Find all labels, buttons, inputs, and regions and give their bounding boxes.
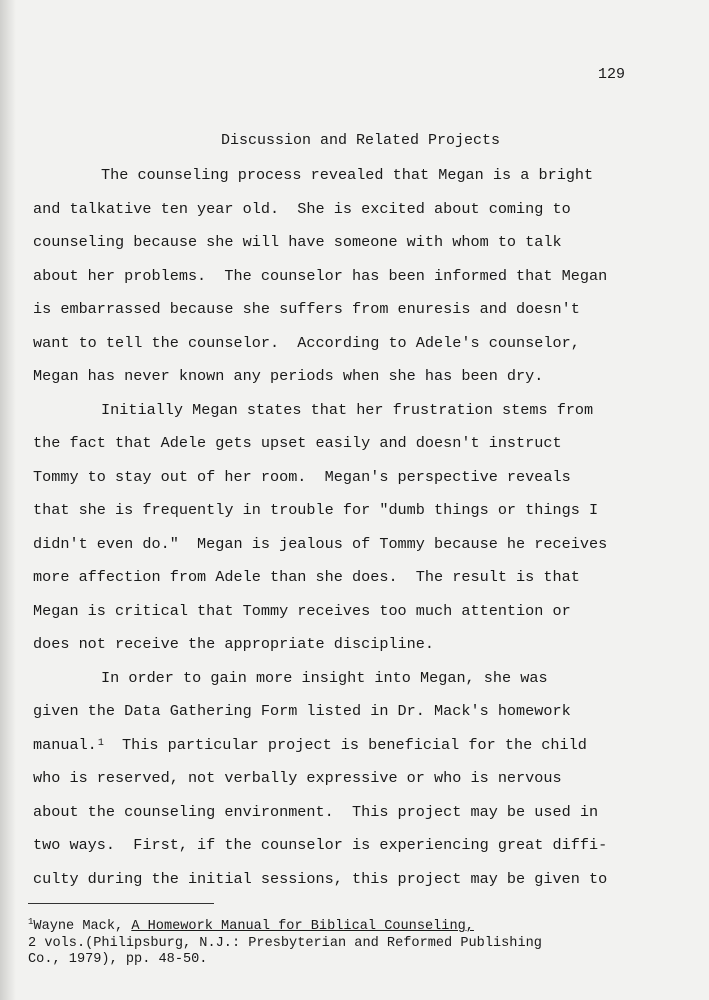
- text-line: The counseling process revealed that Megan is a bright: [101, 166, 594, 184]
- text-line-with-footnote: [33, 735, 663, 769]
- footnote-author: Wayne Mack,: [33, 919, 132, 934]
- text-line: who is reserved, not verbally expressive or who is nervous: [33, 769, 562, 787]
- text-line: given the Data Gathering Form listed in Dr. Mack's homework: [33, 702, 571, 720]
- text-line: counseling because she will have someone with whom to talk: [33, 233, 562, 251]
- text-line: does not receive the appropriate discipline.: [33, 635, 435, 653]
- text-segment: manual.: [33, 735, 97, 754]
- footnote-line: 2 vols.(Philipsburg, N.J.: Presbyterian and Reformed Publishing: [28, 935, 542, 951]
- text-line: the fact that Adele gets upset easily and doesn't instruct: [33, 434, 562, 452]
- text-line: In order to gain more insight into Megan, she was: [101, 668, 548, 687]
- page-number: 129: [598, 66, 626, 83]
- text-line: about the counseling environment. This project may be used in: [33, 802, 599, 821]
- footnote-line: [28, 919, 678, 936]
- text-line: and talkative ten year old. She is excited about coming to: [33, 199, 571, 218]
- footnote-divider: [28, 903, 214, 904]
- text-line: about her problems. The counselor has been informed that Megan: [33, 266, 608, 285]
- text-line: Megan is critical that Tommy receives too much attention or: [33, 601, 571, 620]
- body-text: [33, 165, 663, 902]
- footnote: [28, 919, 678, 969]
- text-segment: This particular project is beneficial for the child: [103, 735, 587, 754]
- text-line: that she is frequently in trouble for "dumb things or things I: [33, 501, 599, 519]
- text-line: want to tell the counselor. According to Adele's counselor,: [33, 333, 580, 352]
- text-line: two ways. First, if the counselor is experiencing great diffi-: [33, 836, 608, 854]
- section-heading: Discussion and Related Projects: [220, 132, 501, 149]
- text-line: is embarrassed because she suffers from enuresis and doesn't: [33, 300, 580, 318]
- text-line: didn't even do." Megan is jealous of Tommy because he receives: [33, 534, 608, 553]
- footnote-mark: 1: [28, 917, 34, 927]
- footnote-reference: 1: [97, 737, 104, 749]
- footnote-line: Co., 1979), pp. 48-50.: [28, 952, 208, 967]
- footnote-title: A Homework Manual for Biblical Counseling,: [131, 919, 474, 934]
- text-line: Initially Megan states that her frustration stems from: [101, 400, 594, 419]
- text-line: culty during the initial sessions, this project may be given to: [33, 869, 608, 888]
- page-edge-shadow: [0, 0, 16, 1000]
- text-line: more affection from Adele than she does. The result is that: [33, 568, 580, 586]
- text-line: Megan has never known any periods when she has been dry.: [33, 367, 544, 385]
- text-line: Tommy to stay out of her room. Megan's perspective reveals: [33, 467, 571, 486]
